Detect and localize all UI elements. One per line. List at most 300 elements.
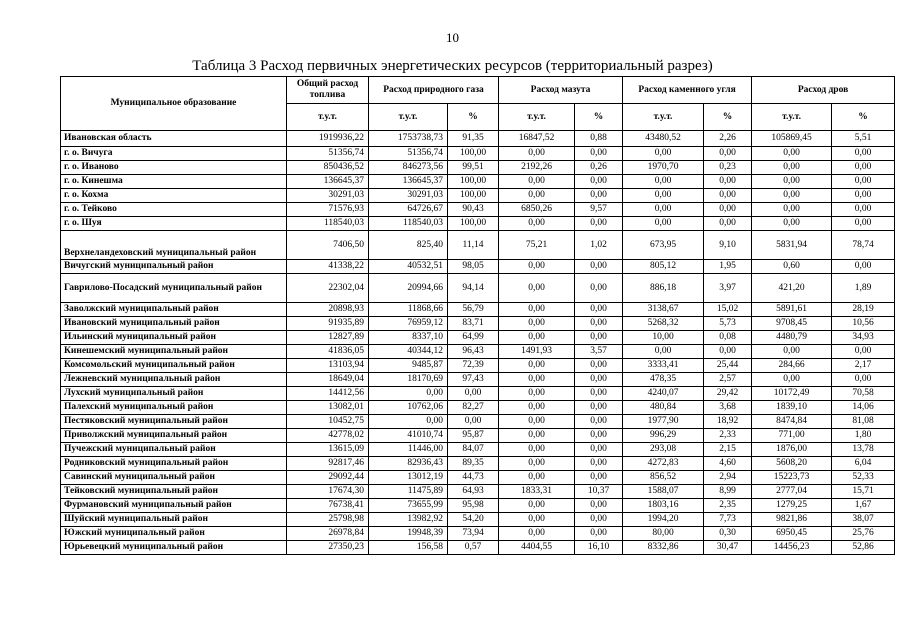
cell-wood-percent: 34,93 xyxy=(832,331,895,345)
cell-oil: 6850,26 xyxy=(499,203,575,217)
cell-oil: 0,00 xyxy=(499,274,575,303)
cell-coal: 10,00 xyxy=(623,331,704,345)
cell-gas-percent: 0,00 xyxy=(448,387,499,401)
cell-oil: 0,00 xyxy=(499,415,575,429)
table-row xyxy=(61,317,895,331)
cell-oil-percent: 0,00 xyxy=(575,457,623,471)
cell-oil-percent: 0,00 xyxy=(575,429,623,443)
header-percent-gas: % xyxy=(448,104,499,131)
cell-total: 76738,41 xyxy=(287,499,369,513)
row-name: г. о. Кохма xyxy=(61,189,287,203)
cell-wood-percent: 15,71 xyxy=(832,485,895,499)
cell-oil-percent: 0,00 xyxy=(575,527,623,541)
cell-wood: 6950,45 xyxy=(752,527,832,541)
cell-coal-percent: 29,42 xyxy=(704,387,752,401)
cell-gas-percent: 89,35 xyxy=(448,457,499,471)
page-number: 10 xyxy=(446,30,459,45)
cell-oil-percent: 0,00 xyxy=(575,331,623,345)
cell-wood: 1876,00 xyxy=(752,443,832,457)
header-unit-oil: т.у.т. xyxy=(499,104,575,131)
cell-gas-percent: 100,00 xyxy=(448,175,499,189)
cell-wood: 0,60 xyxy=(752,260,832,274)
cell-coal-percent: 3,68 xyxy=(704,401,752,415)
row-name: Палехский муниципальный район xyxy=(61,401,287,415)
row-name: г. о. Тейково xyxy=(61,203,287,217)
table-row xyxy=(61,457,895,471)
cell-oil: 1491,93 xyxy=(499,345,575,359)
cell-coal-percent: 5,73 xyxy=(704,317,752,331)
row-name: Южский муниципальный район xyxy=(61,527,287,541)
cell-oil: 0,00 xyxy=(499,387,575,401)
cell-total: 1919936,22 xyxy=(287,131,369,147)
cell-coal: 0,00 xyxy=(623,189,704,203)
header-gas: Расход природного газа xyxy=(369,77,499,104)
header-coal: Расход каменного угля xyxy=(623,77,752,104)
cell-oil: 0,00 xyxy=(499,147,575,161)
cell-coal: 43480,52 xyxy=(623,131,704,147)
cell-gas: 18170,69 xyxy=(369,373,448,387)
cell-coal: 673,95 xyxy=(623,231,704,260)
cell-gas: 19948,39 xyxy=(369,527,448,541)
row-name: Пучежский муниципальный район xyxy=(61,443,287,457)
table-row xyxy=(61,345,895,359)
cell-gas-percent: 11,14 xyxy=(448,231,499,260)
cell-coal: 0,00 xyxy=(623,345,704,359)
row-name: Родниковский муниципальный район xyxy=(61,457,287,471)
cell-oil-percent: 0,00 xyxy=(575,415,623,429)
cell-wood: 0,00 xyxy=(752,373,832,387)
cell-coal-percent: 15,02 xyxy=(704,303,752,317)
cell-coal-percent: 2,33 xyxy=(704,429,752,443)
cell-wood: 2777,04 xyxy=(752,485,832,499)
cell-total: 29092,44 xyxy=(287,471,369,485)
cell-wood: 421,20 xyxy=(752,274,832,303)
cell-total: 17674,30 xyxy=(287,485,369,499)
cell-oil: 2192,26 xyxy=(499,161,575,175)
cell-coal: 3333,41 xyxy=(623,359,704,373)
cell-coal: 4240,07 xyxy=(623,387,704,401)
cell-wood-percent: 28,19 xyxy=(832,303,895,317)
cell-wood-percent: 13,78 xyxy=(832,443,895,457)
cell-wood-percent: 6,04 xyxy=(832,457,895,471)
header-percent-oil: % xyxy=(575,104,623,131)
cell-gas-percent: 84,07 xyxy=(448,443,499,457)
table-row xyxy=(61,203,895,217)
table-row xyxy=(61,513,895,527)
table-row xyxy=(61,274,895,303)
cell-oil-percent: 0,00 xyxy=(575,217,623,231)
row-name: Ильинский муниципальный район xyxy=(61,331,287,345)
cell-wood-percent: 5,51 xyxy=(832,131,895,147)
cell-wood: 5608,20 xyxy=(752,457,832,471)
cell-total: 7406,50 xyxy=(287,231,369,260)
row-name: Шуйский муниципальный район xyxy=(61,513,287,527)
cell-wood-percent: 81,08 xyxy=(832,415,895,429)
table-title: Таблица 3 Расход первичных энергетических ресурсов (территориальный разрез) xyxy=(192,58,713,74)
cell-gas: 13012,19 xyxy=(369,471,448,485)
cell-oil-percent: 9,57 xyxy=(575,203,623,217)
cell-coal-percent: 25,44 xyxy=(704,359,752,373)
cell-oil-percent: 0,00 xyxy=(575,175,623,189)
cell-coal-percent: 7,73 xyxy=(704,513,752,527)
cell-total: 30291,03 xyxy=(287,189,369,203)
header-percent-coal: % xyxy=(704,104,752,131)
cell-gas: 11475,89 xyxy=(369,485,448,499)
row-name: г. о. Иваново xyxy=(61,161,287,175)
cell-wood-percent: 70,58 xyxy=(832,387,895,401)
cell-total: 850436,52 xyxy=(287,161,369,175)
cell-wood-percent: 0,00 xyxy=(832,189,895,203)
cell-coal-percent: 1,95 xyxy=(704,260,752,274)
cell-wood-percent: 0,00 xyxy=(832,203,895,217)
cell-wood-percent: 0,00 xyxy=(832,175,895,189)
row-name: Тейковский муниципальный район xyxy=(61,485,287,499)
cell-wood-percent: 78,74 xyxy=(832,231,895,260)
cell-total: 92817,46 xyxy=(287,457,369,471)
cell-gas-percent: 100,00 xyxy=(448,217,499,231)
cell-oil: 1833,31 xyxy=(499,485,575,499)
row-name: Приволжский муниципальный район xyxy=(61,429,287,443)
table-row xyxy=(61,443,895,457)
cell-oil: 0,00 xyxy=(499,189,575,203)
cell-oil-percent: 0,00 xyxy=(575,189,623,203)
table-row xyxy=(61,429,895,443)
cell-total: 41836,05 xyxy=(287,345,369,359)
cell-wood: 771,00 xyxy=(752,429,832,443)
row-name: Вичугский муниципальный район xyxy=(61,260,287,274)
cell-coal: 0,00 xyxy=(623,217,704,231)
cell-wood-percent: 14,06 xyxy=(832,401,895,415)
cell-wood: 4480,79 xyxy=(752,331,832,345)
cell-wood-percent: 0,00 xyxy=(832,260,895,274)
cell-wood: 0,00 xyxy=(752,175,832,189)
cell-wood: 1279,25 xyxy=(752,499,832,513)
cell-gas: 0,00 xyxy=(369,387,448,401)
table-row xyxy=(61,161,895,175)
cell-oil-percent: 0,00 xyxy=(575,443,623,457)
header-fuel-oil: Расход мазута xyxy=(499,77,623,104)
cell-coal: 1803,16 xyxy=(623,499,704,513)
cell-gas: 11868,66 xyxy=(369,303,448,317)
cell-gas: 1753738,73 xyxy=(369,131,448,147)
table-row xyxy=(61,499,895,513)
cell-wood-percent: 0,00 xyxy=(832,147,895,161)
cell-gas-percent: 72,39 xyxy=(448,359,499,373)
cell-coal-percent: 0,30 xyxy=(704,527,752,541)
cell-wood-percent: 0,00 xyxy=(832,345,895,359)
row-name: Лухский муниципальный район xyxy=(61,387,287,401)
cell-oil: 0,00 xyxy=(499,217,575,231)
row-name: г. о. Шуя xyxy=(61,217,287,231)
cell-coal: 4272,83 xyxy=(623,457,704,471)
row-name: г. о. Вичуга xyxy=(61,147,287,161)
cell-total: 12827,89 xyxy=(287,331,369,345)
cell-total: 20898,93 xyxy=(287,303,369,317)
cell-wood: 5891,61 xyxy=(752,303,832,317)
cell-wood: 0,00 xyxy=(752,217,832,231)
cell-gas: 136645,37 xyxy=(369,175,448,189)
cell-total: 14412,56 xyxy=(287,387,369,401)
cell-wood: 0,00 xyxy=(752,203,832,217)
cell-total: 25798,98 xyxy=(287,513,369,527)
cell-total: 18649,04 xyxy=(287,373,369,387)
cell-oil-percent: 0,00 xyxy=(575,471,623,485)
row-name: Ивановская область xyxy=(61,131,287,147)
cell-coal-percent: 2,15 xyxy=(704,443,752,457)
cell-oil-percent: 16,10 xyxy=(575,541,623,555)
cell-oil-percent: 0,00 xyxy=(575,373,623,387)
cell-gas: 82936,43 xyxy=(369,457,448,471)
cell-oil: 0,00 xyxy=(499,331,575,345)
cell-gas-percent: 99,51 xyxy=(448,161,499,175)
cell-wood: 15223,73 xyxy=(752,471,832,485)
table-row xyxy=(61,359,895,373)
table-row xyxy=(61,131,895,147)
cell-total: 91935,89 xyxy=(287,317,369,331)
cell-oil-percent: 10,37 xyxy=(575,485,623,499)
cell-wood-percent: 38,07 xyxy=(832,513,895,527)
cell-oil-percent: 0,00 xyxy=(575,274,623,303)
cell-gas-percent: 0,57 xyxy=(448,541,499,555)
cell-gas-percent: 64,93 xyxy=(448,485,499,499)
cell-gas: 9485,87 xyxy=(369,359,448,373)
cell-coal: 478,35 xyxy=(623,373,704,387)
row-name: Пестяковский муниципальный район xyxy=(61,415,287,429)
table-row xyxy=(61,189,895,203)
table-row xyxy=(61,415,895,429)
energy-resources-table xyxy=(60,76,895,555)
cell-wood-percent: 0,00 xyxy=(832,217,895,231)
cell-oil: 0,00 xyxy=(499,457,575,471)
cell-coal-percent: 30,47 xyxy=(704,541,752,555)
cell-coal: 5268,32 xyxy=(623,317,704,331)
table-row xyxy=(61,485,895,499)
cell-gas-percent: 91,35 xyxy=(448,131,499,147)
table-row xyxy=(61,541,895,555)
cell-gas: 11446,00 xyxy=(369,443,448,457)
row-name: Комсомольский муниципальный район xyxy=(61,359,287,373)
cell-gas: 73655,99 xyxy=(369,499,448,513)
cell-coal: 856,52 xyxy=(623,471,704,485)
cell-wood: 5831,94 xyxy=(752,231,832,260)
header-row-main xyxy=(61,77,895,104)
cell-gas-percent: 56,79 xyxy=(448,303,499,317)
cell-coal: 1977,90 xyxy=(623,415,704,429)
cell-wood: 8474,84 xyxy=(752,415,832,429)
cell-coal: 996,29 xyxy=(623,429,704,443)
cell-gas-percent: 95,98 xyxy=(448,499,499,513)
cell-gas-percent: 44,73 xyxy=(448,471,499,485)
cell-coal-percent: 0,00 xyxy=(704,203,752,217)
table-row xyxy=(61,231,895,260)
cell-gas-percent: 95,87 xyxy=(448,429,499,443)
cell-gas: 0,00 xyxy=(369,415,448,429)
cell-oil: 0,00 xyxy=(499,260,575,274)
header-municipality: Муниципальное образование xyxy=(61,77,287,131)
cell-oil-percent: 0,00 xyxy=(575,317,623,331)
cell-coal-percent: 0,00 xyxy=(704,189,752,203)
cell-wood: 0,00 xyxy=(752,345,832,359)
header-unit-total: т.у.т. xyxy=(287,104,369,131)
cell-gas: 846273,56 xyxy=(369,161,448,175)
cell-oil: 0,00 xyxy=(499,471,575,485)
cell-total: 118540,03 xyxy=(287,217,369,231)
cell-oil: 0,00 xyxy=(499,499,575,513)
cell-total: 136645,37 xyxy=(287,175,369,189)
cell-coal-percent: 2,35 xyxy=(704,499,752,513)
cell-oil-percent: 0,00 xyxy=(575,513,623,527)
cell-gas: 30291,03 xyxy=(369,189,448,203)
cell-total: 71576,93 xyxy=(287,203,369,217)
cell-coal-percent: 2,94 xyxy=(704,471,752,485)
cell-wood-percent: 0,00 xyxy=(832,373,895,387)
cell-coal-percent: 9,10 xyxy=(704,231,752,260)
cell-wood-percent: 1,89 xyxy=(832,274,895,303)
cell-gas: 156,58 xyxy=(369,541,448,555)
cell-gas: 41010,74 xyxy=(369,429,448,443)
cell-oil-percent: 3,57 xyxy=(575,345,623,359)
header-unit-gas: т.у.т. xyxy=(369,104,448,131)
cell-wood: 0,00 xyxy=(752,189,832,203)
cell-oil: 0,00 xyxy=(499,401,575,415)
row-name: Кинешемский муниципальный район xyxy=(61,345,287,359)
cell-gas-percent: 100,00 xyxy=(448,189,499,203)
cell-wood: 14456,23 xyxy=(752,541,832,555)
cell-gas: 51356,74 xyxy=(369,147,448,161)
table-row xyxy=(61,471,895,485)
cell-gas: 64726,67 xyxy=(369,203,448,217)
cell-gas: 825,40 xyxy=(369,231,448,260)
cell-wood-percent: 52,86 xyxy=(832,541,895,555)
header-unit-wood: т.у.т. xyxy=(752,104,832,131)
cell-oil: 0,00 xyxy=(499,527,575,541)
cell-oil: 0,00 xyxy=(499,443,575,457)
cell-oil-percent: 0,00 xyxy=(575,303,623,317)
row-name: Верхнеландеховский муниципальный район xyxy=(61,231,287,260)
table-row xyxy=(61,303,895,317)
cell-gas-percent: 54,20 xyxy=(448,513,499,527)
cell-oil: 75,21 xyxy=(499,231,575,260)
table-row xyxy=(61,175,895,189)
cell-gas: 10762,06 xyxy=(369,401,448,415)
row-name: Савинский муниципальный район xyxy=(61,471,287,485)
cell-coal-percent: 8,99 xyxy=(704,485,752,499)
cell-total: 22302,04 xyxy=(287,274,369,303)
cell-total: 51356,74 xyxy=(287,147,369,161)
cell-wood-percent: 25,76 xyxy=(832,527,895,541)
cell-coal: 480,84 xyxy=(623,401,704,415)
table-row xyxy=(61,147,895,161)
header-total: Общий расход топлива xyxy=(287,77,369,104)
cell-oil-percent: 0,00 xyxy=(575,260,623,274)
cell-coal-percent: 2,57 xyxy=(704,373,752,387)
cell-gas: 8337,10 xyxy=(369,331,448,345)
cell-total: 13615,09 xyxy=(287,443,369,457)
cell-wood: 284,66 xyxy=(752,359,832,373)
cell-oil: 0,00 xyxy=(499,359,575,373)
cell-oil-percent: 0,88 xyxy=(575,131,623,147)
cell-gas: 40532,51 xyxy=(369,260,448,274)
cell-gas-percent: 96,43 xyxy=(448,345,499,359)
cell-wood-percent: 1,80 xyxy=(832,429,895,443)
header-wood: Расход дров xyxy=(752,77,895,104)
cell-gas: 13982,92 xyxy=(369,513,448,527)
cell-coal-percent: 4,60 xyxy=(704,457,752,471)
cell-wood: 105869,45 xyxy=(752,131,832,147)
cell-oil-percent: 0,00 xyxy=(575,499,623,513)
cell-gas-percent: 0,00 xyxy=(448,415,499,429)
cell-oil: 0,00 xyxy=(499,317,575,331)
cell-coal-percent: 0,00 xyxy=(704,345,752,359)
cell-oil-percent: 0,26 xyxy=(575,161,623,175)
cell-gas-percent: 98,05 xyxy=(448,260,499,274)
cell-total: 27350,23 xyxy=(287,541,369,555)
table-row xyxy=(61,217,895,231)
cell-total: 41338,22 xyxy=(287,260,369,274)
cell-wood-percent: 52,33 xyxy=(832,471,895,485)
cell-coal: 0,00 xyxy=(623,175,704,189)
cell-coal-percent: 0,08 xyxy=(704,331,752,345)
cell-coal-percent: 2,26 xyxy=(704,131,752,147)
cell-gas-percent: 64,99 xyxy=(448,331,499,345)
cell-oil: 0,00 xyxy=(499,175,575,189)
cell-gas-percent: 94,14 xyxy=(448,274,499,303)
cell-gas-percent: 73,94 xyxy=(448,527,499,541)
row-name: Ивановский муниципальный район xyxy=(61,317,287,331)
cell-oil-percent: 0,00 xyxy=(575,401,623,415)
cell-wood-percent: 10,56 xyxy=(832,317,895,331)
table-row xyxy=(61,331,895,345)
cell-coal-percent: 0,00 xyxy=(704,217,752,231)
cell-oil-percent: 1,02 xyxy=(575,231,623,260)
cell-oil-percent: 0,00 xyxy=(575,147,623,161)
cell-oil-percent: 0,00 xyxy=(575,359,623,373)
cell-wood-percent: 1,67 xyxy=(832,499,895,513)
row-name: г. о. Кинешма xyxy=(61,175,287,189)
cell-coal: 886,18 xyxy=(623,274,704,303)
cell-coal: 1994,20 xyxy=(623,513,704,527)
cell-gas-percent: 100,00 xyxy=(448,147,499,161)
cell-gas-percent: 83,71 xyxy=(448,317,499,331)
row-name: Гаврилово-Посадский муниципальный район xyxy=(61,274,287,303)
cell-gas-percent: 82,27 xyxy=(448,401,499,415)
table-row xyxy=(61,373,895,387)
cell-gas: 76959,12 xyxy=(369,317,448,331)
row-name: Заволжский муниципальный район xyxy=(61,303,287,317)
cell-oil: 16847,52 xyxy=(499,131,575,147)
table-row xyxy=(61,527,895,541)
header-unit-coal: т.у.т. xyxy=(623,104,704,131)
cell-gas: 20994,66 xyxy=(369,274,448,303)
cell-oil-percent: 0,00 xyxy=(575,387,623,401)
cell-oil: 0,00 xyxy=(499,429,575,443)
cell-wood-percent: 2,17 xyxy=(832,359,895,373)
cell-total: 26978,84 xyxy=(287,527,369,541)
cell-coal: 80,00 xyxy=(623,527,704,541)
cell-wood: 9708,45 xyxy=(752,317,832,331)
cell-coal-percent: 0,23 xyxy=(704,161,752,175)
table-row xyxy=(61,387,895,401)
cell-wood-percent: 0,00 xyxy=(832,161,895,175)
cell-coal: 8332,86 xyxy=(623,541,704,555)
cell-total: 13103,94 xyxy=(287,359,369,373)
cell-wood: 10172,49 xyxy=(752,387,832,401)
cell-coal-percent: 18,92 xyxy=(704,415,752,429)
row-name: Лежневский муниципальный район xyxy=(61,373,287,387)
cell-wood: 1839,10 xyxy=(752,401,832,415)
cell-oil: 4404,55 xyxy=(499,541,575,555)
table-row xyxy=(61,401,895,415)
